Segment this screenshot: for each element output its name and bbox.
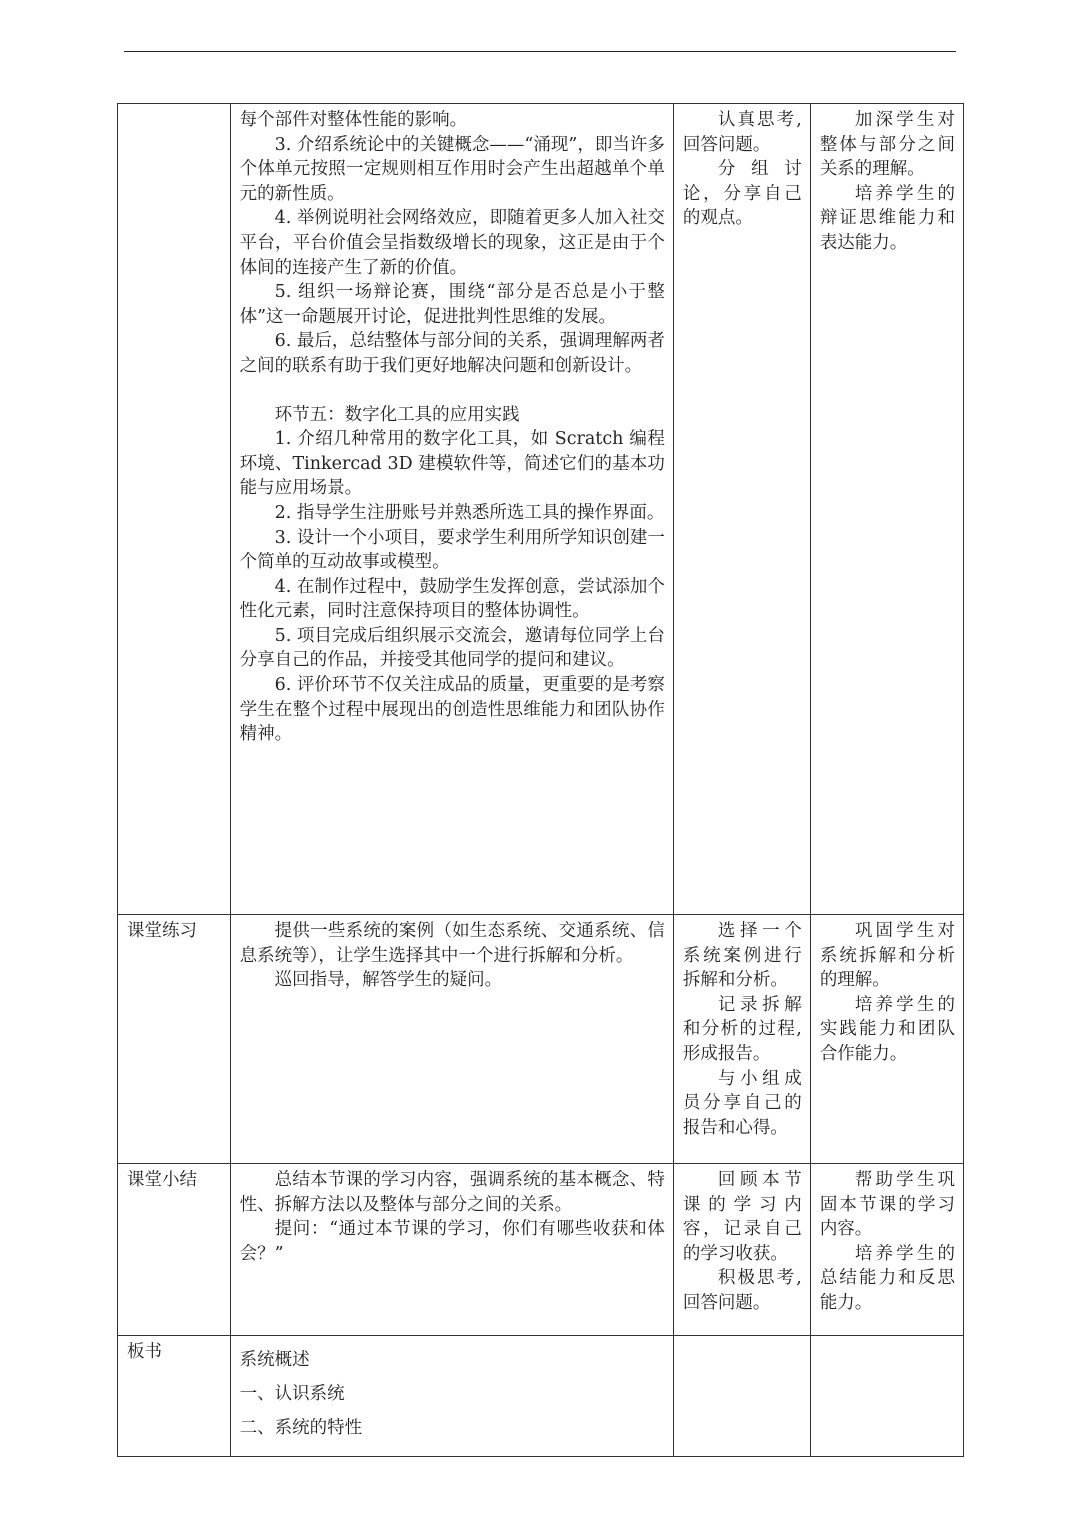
teacher-text: 1. 介绍几种常用的数字化工具，如 Scratch 编程环境、Tinkercad 3D 建模软件等，简述它们的基本功能与应用场景。: [239, 429, 665, 499]
teacher-text: 巡回指导，解答学生的疑问。: [274, 970, 503, 991]
teacher-text: 6. 最后，总结整体与部分间的关系，强调理解两者之间的联系有助于我们更好地解决问题和创新设计。: [239, 331, 665, 376]
student-text: 认真思考,回答问题。: [682, 110, 802, 155]
student-text: 选择一个系统案例进行拆解和分析。: [682, 921, 802, 991]
purpose-text: 培养学生的辩证思维能力和表达能力。: [819, 183, 955, 253]
row-label-cell: [118, 104, 231, 915]
design-purpose-cell: [810, 1164, 963, 1336]
blackboard-cell: [230, 1336, 673, 1457]
teacher-text: 3. 介绍系统论中的关键概念——“涌现”，即当许多个体单元按照一定规则相互作用时会产生出超越单个单元的新性质。: [239, 134, 665, 204]
student-activity-cell: [673, 1164, 810, 1336]
purpose-text: 培养学生的实践能力和团队合作能力。: [819, 994, 955, 1064]
section-title: 环节五：数字化工具的应用实践: [274, 404, 520, 425]
lesson-plan-table: [117, 103, 964, 1457]
student-text: 记录拆解和分析的过程,形成报告。: [682, 994, 802, 1064]
teacher-text: 每个部件对整体性能的影响。: [239, 110, 468, 130]
teacher-activity-cell: [230, 915, 673, 1164]
board-line: 二、系统的特性: [239, 1418, 363, 1438]
purpose-text: 培养学生的总结能力和反思能力。: [819, 1243, 955, 1313]
table-row: [118, 915, 964, 1164]
student-activity-cell: [673, 104, 810, 915]
teacher-text: 提供一些系统的案例（如生态系统、交通系统、信息系统等），让学生选择其中一个进行拆解和分析。: [239, 921, 665, 966]
teacher-text: 2. 指导学生注册账号并熟悉所选工具的操作界面。: [274, 502, 665, 523]
design-purpose-cell: [810, 915, 963, 1164]
student-activity-cell: [673, 1336, 810, 1457]
design-purpose-cell: [810, 104, 963, 915]
teacher-activity-cell: [230, 1164, 673, 1336]
row-label-cell: 课堂练习: [118, 915, 231, 1164]
teacher-text: 4. 在制作过程中，鼓励学生发挥创意，尝试添加个性化元素，同时注意保持项目的整体协调性。: [239, 576, 665, 622]
board-line: 系统概述: [239, 1350, 310, 1370]
student-text: 积极思考,回答问题。: [682, 1268, 802, 1313]
student-activity-cell: [673, 915, 810, 1164]
student-text: 回顾本节课的学习内容，记录自己的学习收获。: [682, 1170, 802, 1264]
teacher-text: 5. 项目完成后组织展示交流会，邀请每位同学上台分享自己的作品，并接受其他同学的提问和建议。: [239, 625, 665, 671]
teacher-text: 总结本节课的学习内容，强调系统的基本概念、特性、拆解方法以及整体与部分之间的关系。: [239, 1170, 665, 1215]
table-row: [118, 104, 964, 915]
purpose-text: 帮助学生巩固本节课的学习内容。: [819, 1170, 955, 1240]
teacher-text: 6. 评价环节不仅关注成品的质量，更重要的是考察学生在整个过程中展现出的创造性思维能力和团队协作精神。: [239, 675, 665, 745]
student-text: 与小组成员分享自己的报告和心得。: [682, 1068, 802, 1138]
header-rule: [124, 51, 956, 52]
design-purpose-cell: [810, 1336, 963, 1457]
purpose-text: 巩固学生对系统拆解和分析的理解。: [819, 921, 955, 991]
row-label-cell: 板书: [118, 1336, 231, 1457]
teacher-activity-cell: [230, 104, 673, 915]
table-row: [118, 1164, 964, 1336]
teacher-text: 5. 组织一场辩论赛，围绕“部分是否总是小于整体”这一命题展开讨论，促进批判性思维的发展。: [239, 282, 665, 327]
teacher-text: 3. 设计一个小项目，要求学生利用所学知识创建一个简单的互动故事或模型。: [239, 527, 665, 573]
row-label-cell: 课堂小结: [118, 1164, 231, 1336]
teacher-text: 提问：“通过本节课的学习，你们有哪些收获和体会？”: [239, 1219, 665, 1264]
teacher-text: 4. 举例说明社会网络效应，即随着更多人加入社交平台，平台价值会呈指数级增长的现象，这正是由于个体间的连接产生了新的价值。: [239, 208, 665, 278]
board-line: 一、认识系统: [239, 1384, 345, 1404]
table-row: [118, 1336, 964, 1457]
student-text: 分组讨论，分享自己的观点。: [682, 159, 802, 229]
purpose-text: 加深学生对整体与部分之间关系的理解。: [819, 110, 955, 180]
